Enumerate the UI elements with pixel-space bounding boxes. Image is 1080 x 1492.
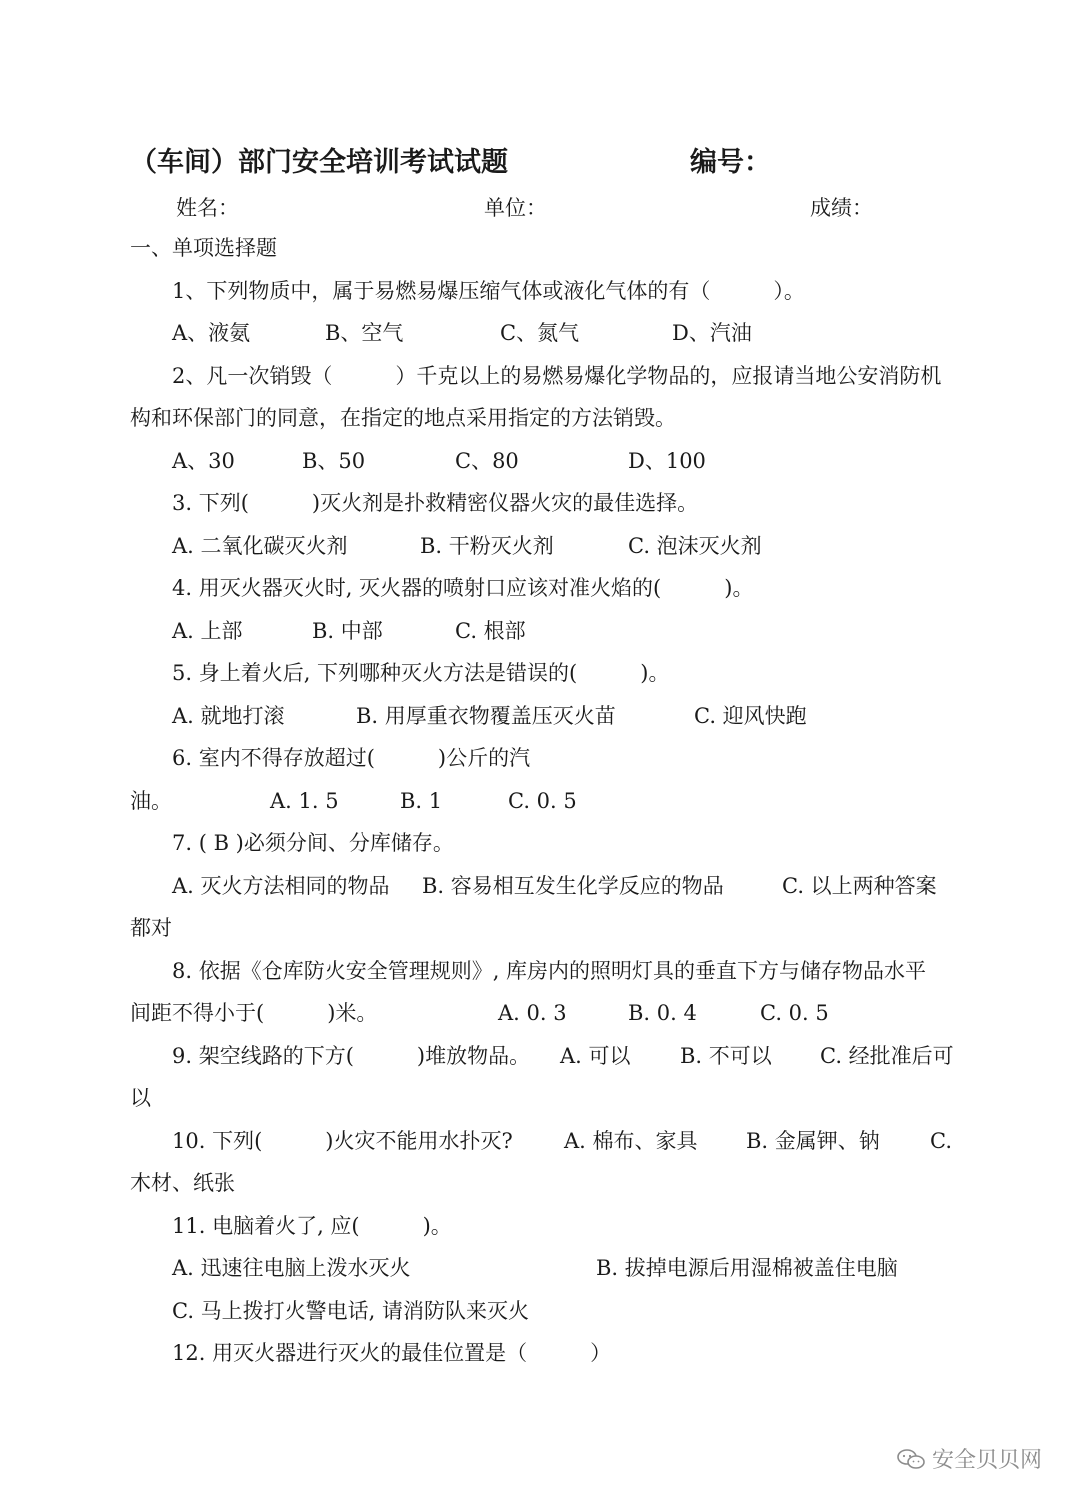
q10-option-c-cont: 木材、纸张	[130, 1171, 235, 1195]
question-2-line-2: 构和环保部门的同意，在指定的地点采用指定的方法销毁。	[130, 406, 676, 430]
question-4: 4. 用灭火器灭火时, 灭火器的喷射口应该对准火焰的( )。	[172, 576, 754, 600]
q10-option-b: B. 金属钾、钠	[746, 1129, 880, 1153]
q1-option-d: D、汽油	[672, 321, 752, 345]
q9-option-c-cont: 以	[130, 1086, 151, 1110]
q6-option-b: B. 1	[400, 789, 443, 813]
question-12: 12. 用灭火器进行灭火的最佳位置是（ ）	[172, 1341, 612, 1365]
q9-option-a: A. 可以	[560, 1044, 631, 1068]
question-6-line-2: 油。	[130, 789, 172, 813]
q5-option-b: B. 用厚重衣物覆盖压灭火苗	[356, 704, 616, 728]
q7-option-a: A. 灭火方法相同的物品	[172, 874, 390, 898]
question-11: 11. 电脑着火了, 应( )。	[172, 1214, 452, 1238]
q3-option-b: B. 干粉灭火剂	[420, 534, 554, 558]
q1-option-b: B、空气	[325, 321, 404, 345]
wechat-icon	[896, 1448, 926, 1470]
question-8-line-2: 间距不得小于( )米。	[130, 1001, 378, 1025]
q1-option-a: A、液氨	[172, 321, 251, 345]
q5-option-a: A. 就地打滚	[172, 704, 285, 728]
q9-option-c: C. 经批准后可	[820, 1044, 954, 1068]
question-5: 5. 身上着火后, 下列哪种灭火方法是错误的( )。	[172, 661, 670, 685]
q6-option-a: A. 1. 5	[270, 789, 339, 813]
q2-option-c: C、80	[455, 449, 519, 473]
q10-option-a: A. 棉布、家具	[564, 1129, 698, 1153]
q8-option-c: C. 0. 5	[760, 1001, 829, 1025]
question-3: 3. 下列( )灭火剂是扑救精密仪器火灾的最佳选择。	[172, 491, 699, 515]
section-heading: 一、单项选择题	[130, 236, 277, 260]
q9-option-b: B. 不可以	[680, 1044, 772, 1068]
score-field-label: 成绩：	[810, 196, 873, 220]
q8-option-b: B. 0. 4	[628, 1001, 697, 1025]
watermark-text: 安全贝贝网	[931, 1448, 1042, 1473]
q4-option-b: B. 中部	[312, 619, 383, 643]
q2-option-d: D、100	[628, 449, 706, 473]
q11-option-c: C. 马上拨打火警电话, 请消防队来灭火	[172, 1299, 530, 1323]
question-10: 10. 下列( )火灾不能用水扑灭?	[172, 1129, 513, 1153]
question-6-line-1: 6. 室内不得存放超过( )公斤的汽	[172, 746, 531, 770]
q2-option-a: A、30	[172, 449, 235, 473]
question-9: 9. 架空线路的下方( )堆放物品。	[172, 1044, 531, 1068]
q7-option-c-cont: 都对	[130, 916, 172, 940]
q8-option-a: A. 0. 3	[498, 1001, 567, 1025]
q5-option-c: C. 迎风快跑	[694, 704, 807, 728]
q2-option-b: B、50	[302, 449, 366, 473]
q1-option-c: C、氮气	[500, 321, 580, 345]
q7-option-b: B. 容易相互发生化学反应的物品	[422, 874, 724, 898]
question-1: 1、下列物质中，属于易燃易爆压缩气体或液化气体的有（ ）。	[172, 279, 805, 303]
serial-number-label: 编号：	[690, 147, 771, 178]
q4-option-a: A. 上部	[172, 619, 243, 643]
question-7: 7. ( B )必须分间、分库储存。	[172, 831, 454, 855]
q3-option-c: C. 泡沫灭火剂	[628, 534, 762, 558]
watermark	[896, 1443, 1042, 1474]
q11-option-a: A. 迅速往电脑上泼水灭火	[172, 1256, 411, 1280]
question-2-line-1: 2、凡一次销毁（ ）千克以上的易燃易爆化学物品的，应报请当地公安消防机	[172, 364, 942, 388]
name-field-label: 姓名：	[176, 196, 239, 220]
question-8-line-1: 8. 依据《仓库防火安全管理规则》, 库房内的照明灯具的垂直下方与储存物品水平	[172, 959, 927, 983]
unit-field-label: 单位：	[484, 196, 547, 220]
q3-option-a: A. 二氧化碳灭火剂	[172, 534, 348, 558]
q6-option-c: C. 0. 5	[508, 789, 577, 813]
q10-option-c: C.	[930, 1129, 952, 1153]
q7-option-c: C. 以上两种答案	[782, 874, 937, 898]
q11-option-b: B. 拔掉电源后用湿棉被盖住电脑	[596, 1256, 898, 1280]
q4-option-c: C. 根部	[455, 619, 526, 643]
exam-title: （车间）部门安全培训考试试题	[130, 147, 508, 178]
